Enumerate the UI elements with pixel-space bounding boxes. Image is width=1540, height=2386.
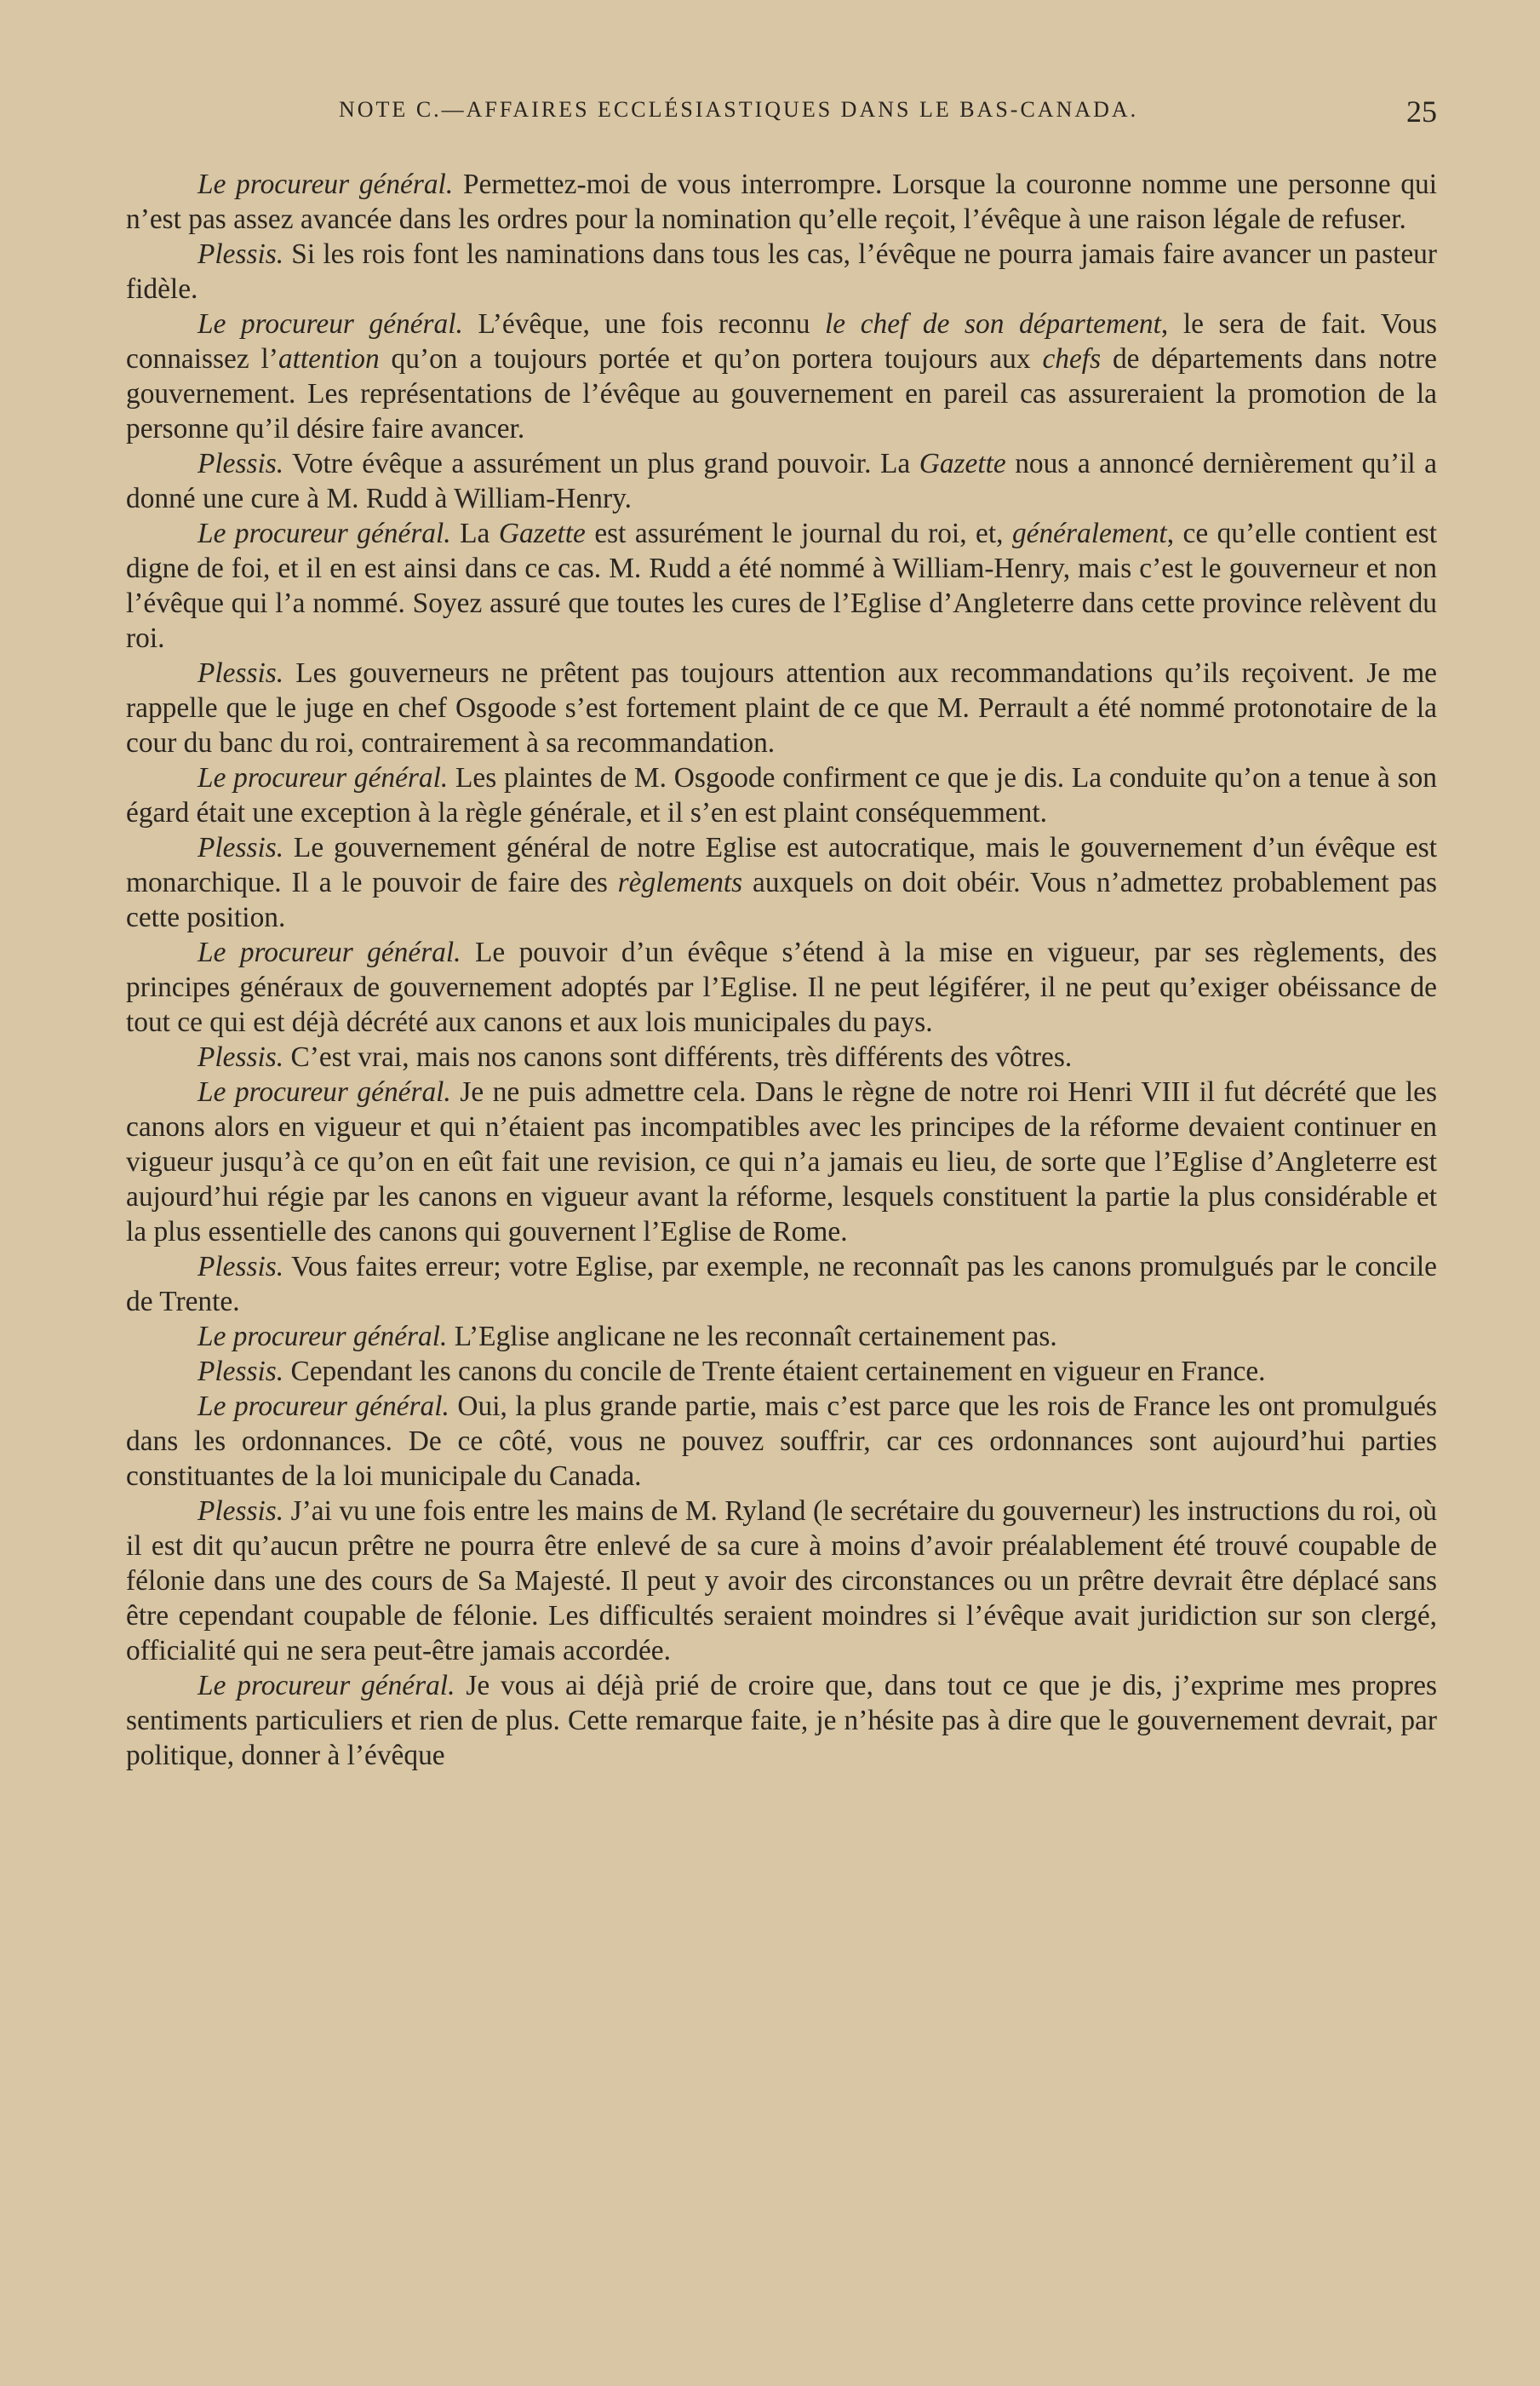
speech-text: nous a annoncé dernièrement qu’il a donné une cure à M. Rudd à William-Henry. [126,448,1437,514]
speaker-label: Plessis. [198,832,284,863]
speaker-label: Plessis. [198,238,284,270]
page-number: 25 [1406,95,1437,129]
speaker-label: Le procureur général. [198,937,461,968]
speech-text: , ce qu’elle contient est digne de foi, et il en est ainsi dans ce cas. M. Rudd a été nommé à William-Henry, mais c’est le gouverneur et non l’évêque qui l’a nommé. Soyez assuré que toutes les cures de l’Eglise d’Angleterre dans cette province relèvent du roi. [126,518,1437,654]
page-body [126,167,1437,1773]
speech-text: Je vous ai déjà prié de croire que, dans tout ce que je dis, j’exprime mes propres sentiments particuliers et rien de plus. Cette remarque faite, je n’hésite pas à dire que le gouvernement devrait, par politique, donner à l’évêque [126,1670,1437,1771]
speaker-label: Plessis. [198,657,284,689]
speech-text: L’Eglise anglicane ne les reconnaît certainement pas. [454,1321,1057,1352]
italic-phrase: chefs [1042,343,1102,375]
speech-text: Votre évêque a assurément un plus grand pouvoir. La [292,448,919,479]
speech-text: est assurément le journal du roi, et, [585,518,1012,549]
speaker-label: Plessis. [198,1041,284,1073]
speech-text: , le sera de fait. Vous connaissez l’ [126,308,1438,375]
dialogue-paragraph [126,1319,1437,1354]
speech-text: Oui, la plus grande partie, mais c’est parce que les rois de France les ont promulgués dans les ordonnances. De ce côté, vous ne pouvez souffrir, car ces ordonnances sont aujourd’hui parties constituantes de la loi municipale du Canada. [126,1391,1437,1492]
speaker-label: Plessis. [198,448,284,479]
dialogue-paragraph [126,307,1437,446]
dialogue-paragraph [126,1389,1437,1494]
dialogue-paragraph [126,656,1437,760]
speaker-label: Plessis. [198,1495,284,1527]
italic-phrase: règlements [617,867,743,898]
speech-text: Les plaintes de M. Osgoode confirment ce que je dis. La conduite qu’on a tenue à son égard était une exception à la règle générale, et il s’en est plaint conséquemment. [126,762,1437,829]
speaker-label: Le procureur général. [198,1076,451,1108]
speaker-label: Le procureur général. [198,1321,448,1352]
speaker-label: Le procureur général. [198,308,463,340]
speech-text: Cependant les canons du concile de Trente étaient certainement en vigueur en France. [290,1356,1266,1387]
speech-text: Si les rois font les naminations dans tous les cas, l’évêque ne pourra jamais faire avancer un pasteur fidèle. [126,238,1437,305]
dialogue-paragraph [126,1668,1437,1773]
dialogue-paragraph [126,1040,1437,1075]
speech-text: L’évêque, une fois reconnu [478,308,826,340]
speaker-label: Le procureur général. [198,518,451,549]
speaker-label: Le procureur général. [198,1391,449,1422]
speaker-label: Le procureur général. [198,1670,455,1701]
dialogue-paragraph [126,516,1437,656]
running-head: NOTE C.—AFFAIRES ECCLÉSIASTIQUES DANS LE BAS-CANADA. [339,97,1139,122]
speaker-label: Le procureur général. [198,169,454,200]
dialogue-paragraph [126,167,1437,237]
speech-text: Le gouvernement général de notre Eglise est autocratique, mais le gouvernement d’un évêque est monarchique. Il a le pouvoir de faire des [126,832,1437,898]
speech-text: Vous faites erreur; votre Eglise, par exemple, ne reconnaît pas les canons promulgués par le concile de Trente. [126,1251,1438,1317]
italic-phrase: attention [278,343,380,375]
dialogue-paragraph [126,760,1437,830]
dialogue-paragraph [126,1354,1437,1389]
italic-phrase: généralement [1011,518,1167,549]
speech-text: de départements dans notre gouvernement. Les représentations de l’évêque au gouvernement en pareil cas assureraient la promotion de la personne qu’il désire faire avancer. [126,343,1437,445]
speaker-label: Plessis. [198,1251,284,1282]
speech-text: Je ne puis admettre cela. Dans le règne de notre roi Henri VIII il fut décrété que les canons alors en vigueur et qui n’étaient pas incompatibles avec les principes de la réforme devaient continuer en vigueur jusqu’à ce qu’on en eût fait une revision, ce qui n’a jamais eu lieu, de sorte que l’Eglise d’Angleterre est aujourd’hui régie par les canons en vigueur avant la réforme, lesquels constituent la partie la plus considérable et la plus essentielle des canons qui gouvernent l’Eglise de Rome. [126,1076,1437,1247]
speech-text: Les gouverneurs ne prêtent pas toujours attention aux recommandations qu’ils reçoivent. Je me rappelle que le juge en chef Osgoode s’est fortement plaint de ce que M. Perrault a été nommé protonotaire de la cour du banc du roi, contrairement à sa recommandation. [126,657,1437,759]
speech-text: Permettez-moi de vous interrompre. Lorsque la couronne nomme une personne qui n’est pas assez avancée dans les ordres pour la nomination qu’elle reçoit, l’évêque à une raison légale de refuser. [126,169,1437,235]
dialogue-paragraph [126,446,1437,516]
italic-phrase: Gazette [919,448,1006,479]
page-header [126,94,1437,131]
dialogue-paragraph [126,237,1437,307]
dialogue-paragraph [126,1249,1437,1319]
italic-phrase: Gazette [498,518,586,549]
speech-text: Le pouvoir d’un évêque s’étend à la mise en vigueur, par ses règlements, des principes généraux de gouvernement adoptés par l’Eglise. Il ne peut légiférer, il ne peut qu’exiger obéissance de tout ce qui est déjà décrété aux canons et aux lois municipales du pays. [126,937,1437,1038]
speech-text: J’ai vu une fois entre les mains de M. Ryland (le secrétaire du gouverneur) les instructions du roi, où il est dit qu’aucun prêtre ne pourra être enlevé de sa cure à moins d’avoir préalablement été trouvé coupable de félonie dans une des cours de Sa Majesté. Il peut y avoir des circonstances ou un prêtre devrait être déplacé sans être cependant coupable de félonie. Les difficultés seraient moindres si l’évêque avait juridiction sur son clergé, officialité qui ne sera peut-être jamais accordée. [126,1495,1437,1666]
dialogue-paragraph [126,1075,1437,1249]
speech-text: qu’on a toujours portée et qu’on portera toujours aux [379,343,1043,375]
speaker-label: Plessis. [198,1356,284,1387]
speech-text: C’est vrai, mais nos canons sont différents, très différents des vôtres. [290,1041,1073,1073]
speech-text: La [460,518,499,549]
dialogue-paragraph [126,1494,1437,1668]
dialogue-paragraph [126,830,1437,935]
italic-phrase: le chef de son département [825,308,1161,340]
speech-text: auxquels on doit obéir. Vous n’admettez probablement pas cette position. [126,867,1437,933]
dialogue-paragraph [126,935,1437,1040]
speaker-label: Le procureur général. [198,762,449,794]
